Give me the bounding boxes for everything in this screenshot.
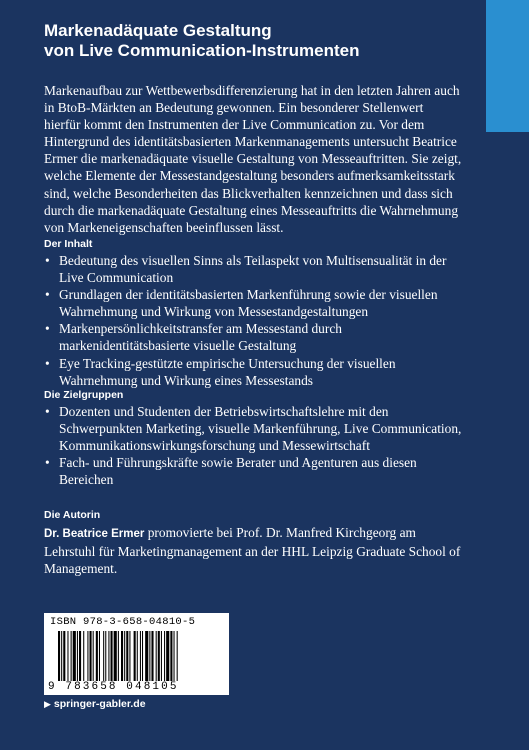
barcode-bar [79,631,81,681]
accent-bar [486,0,529,132]
barcode-bar [67,631,68,681]
barcode-bar [124,631,125,681]
bullet-icon: • [45,321,50,337]
list-item: • Fach- und Führungskräfte sowie Berater und Agenturen aus diesen Bereichen [45,455,417,488]
barcode-bar [129,631,130,681]
list-item: • Markenpersönlichkeitstransfer am Messestand durch markenidentitätsbasierte visuelle Gestaltung [45,321,342,354]
barcode-bar [96,631,98,681]
barcode-bar [83,631,84,681]
barcode-bars [58,631,218,681]
isbn-barcode [44,613,229,695]
author-text: promovierte bei Prof. Dr. Manfred Kirchgeorg am Lehrstuhl für Marketingmanagement an der HHL Leipzig Graduate School of Management. [44,525,461,577]
barcode-digits: 9 783658 048105 [48,681,179,693]
title-line-2: von Live Communication-Instrumenten [44,41,360,60]
bullet-icon: • [45,253,50,268]
barcode-bar [114,631,117,681]
bullet-icon: • [45,287,50,303]
list-item: • Bedeutung des visuellen Sinns als Teilaspekt von Multisensualität in der Live Communication [45,253,447,286]
barcode-bar [177,631,178,681]
barcode-bar [174,631,175,681]
bullet-icon: • [45,355,50,371]
list-item: • Grundlagen der identitätsbasierten Markenführung sowie der visuellen Wahrnehmung und Wirkung von Messestandgestaltungen [45,287,438,320]
list-item: • Eye Tracking-gestützte empirische Untersuchung der visuellen Wahrnehmung und Wirkung eines Messestands [45,355,396,388]
publisher-link[interactable] [44,698,146,711]
barcode-bar [61,631,62,681]
barcode-bar [77,631,78,681]
autorin-heading: Die Autorin [44,509,101,521]
list-item: • Dozenten und Studenten der Betriebswirtschaftslehre mit den Schwerpunkten Marketing, visuelle Markenführung, Live Communication, Kommunikationswirkungsforschung und Messewirtschaft [45,404,462,454]
barcode-bar [158,631,160,681]
barcode-bar [93,631,94,681]
barcode-bar [90,631,92,681]
triangle-right-icon: ▶ [44,699,51,709]
barcode-bar [71,631,72,681]
bullet-icon: • [45,455,50,471]
barcode-bar [105,631,106,681]
barcode-bar [58,631,60,681]
barcode-bar [99,631,100,681]
barcode-bar [151,631,153,681]
barcode-bar [111,631,113,681]
bullet-icon: • [45,404,50,419]
intro-paragraph: Markenaufbau zur Wettbewerbsdifferenzierung hat in den letzten Jahren auch in BtoB-Märkten an Bedeutung gewonnen. Ein besonderer Stellenwert hierfür kommt den Instrumenten der Live Communication zu. Vor dem Hintergrund des identitätsbasierten Markenmanagements untersucht Beatrice Ermer die markenadäquate visuelle Gestaltung von Messeauftritten. Sie zeigt, welche Elemente der Messestandgestaltung besonders aufmerksamkeitsstark sind, welche Besonderheiten das Blickverhalten kennzeichnen und dass sich durch die markenadäquate Gestaltung eines Messeauftritts die Wahrnehmung von Markeneigenschaften beeinflussen lässt. [44,83,462,235]
inhalt-list [44,252,464,389]
barcode-bar [121,631,123,681]
author-name: Dr. Beatrice Ermer [44,528,145,540]
zielgruppen-heading: Die Zielgruppen [44,389,124,401]
barcode-bar [63,631,65,681]
barcode-bar [73,631,76,681]
publisher-url: springer-gabler.de [53,698,146,710]
title-line-1: Markenadäquate Gestaltung [44,21,272,40]
barcode-bar [161,631,162,681]
book-title [44,21,464,61]
inhalt-heading: Der Inhalt [44,238,93,250]
barcode-bar [118,631,119,681]
barcode-bar [134,631,136,681]
barcode-bar [103,631,104,681]
barcode-bar [149,631,150,681]
zielgruppen-list [44,403,464,488]
author-bio [44,524,464,577]
barcode-bar [145,631,148,681]
barcode-bar [87,631,88,681]
barcode-bar [140,631,141,681]
barcode-bar [126,631,128,681]
barcode-bar [156,631,157,681]
barcode-bar [108,631,109,681]
barcode-bar [164,631,165,681]
isbn-text: ISBN 978-3-658-04810-5 [50,616,196,628]
barcode-bar [166,631,169,681]
barcode-bar [142,631,143,681]
barcode-bar [170,631,172,681]
barcode-bar [137,631,138,681]
